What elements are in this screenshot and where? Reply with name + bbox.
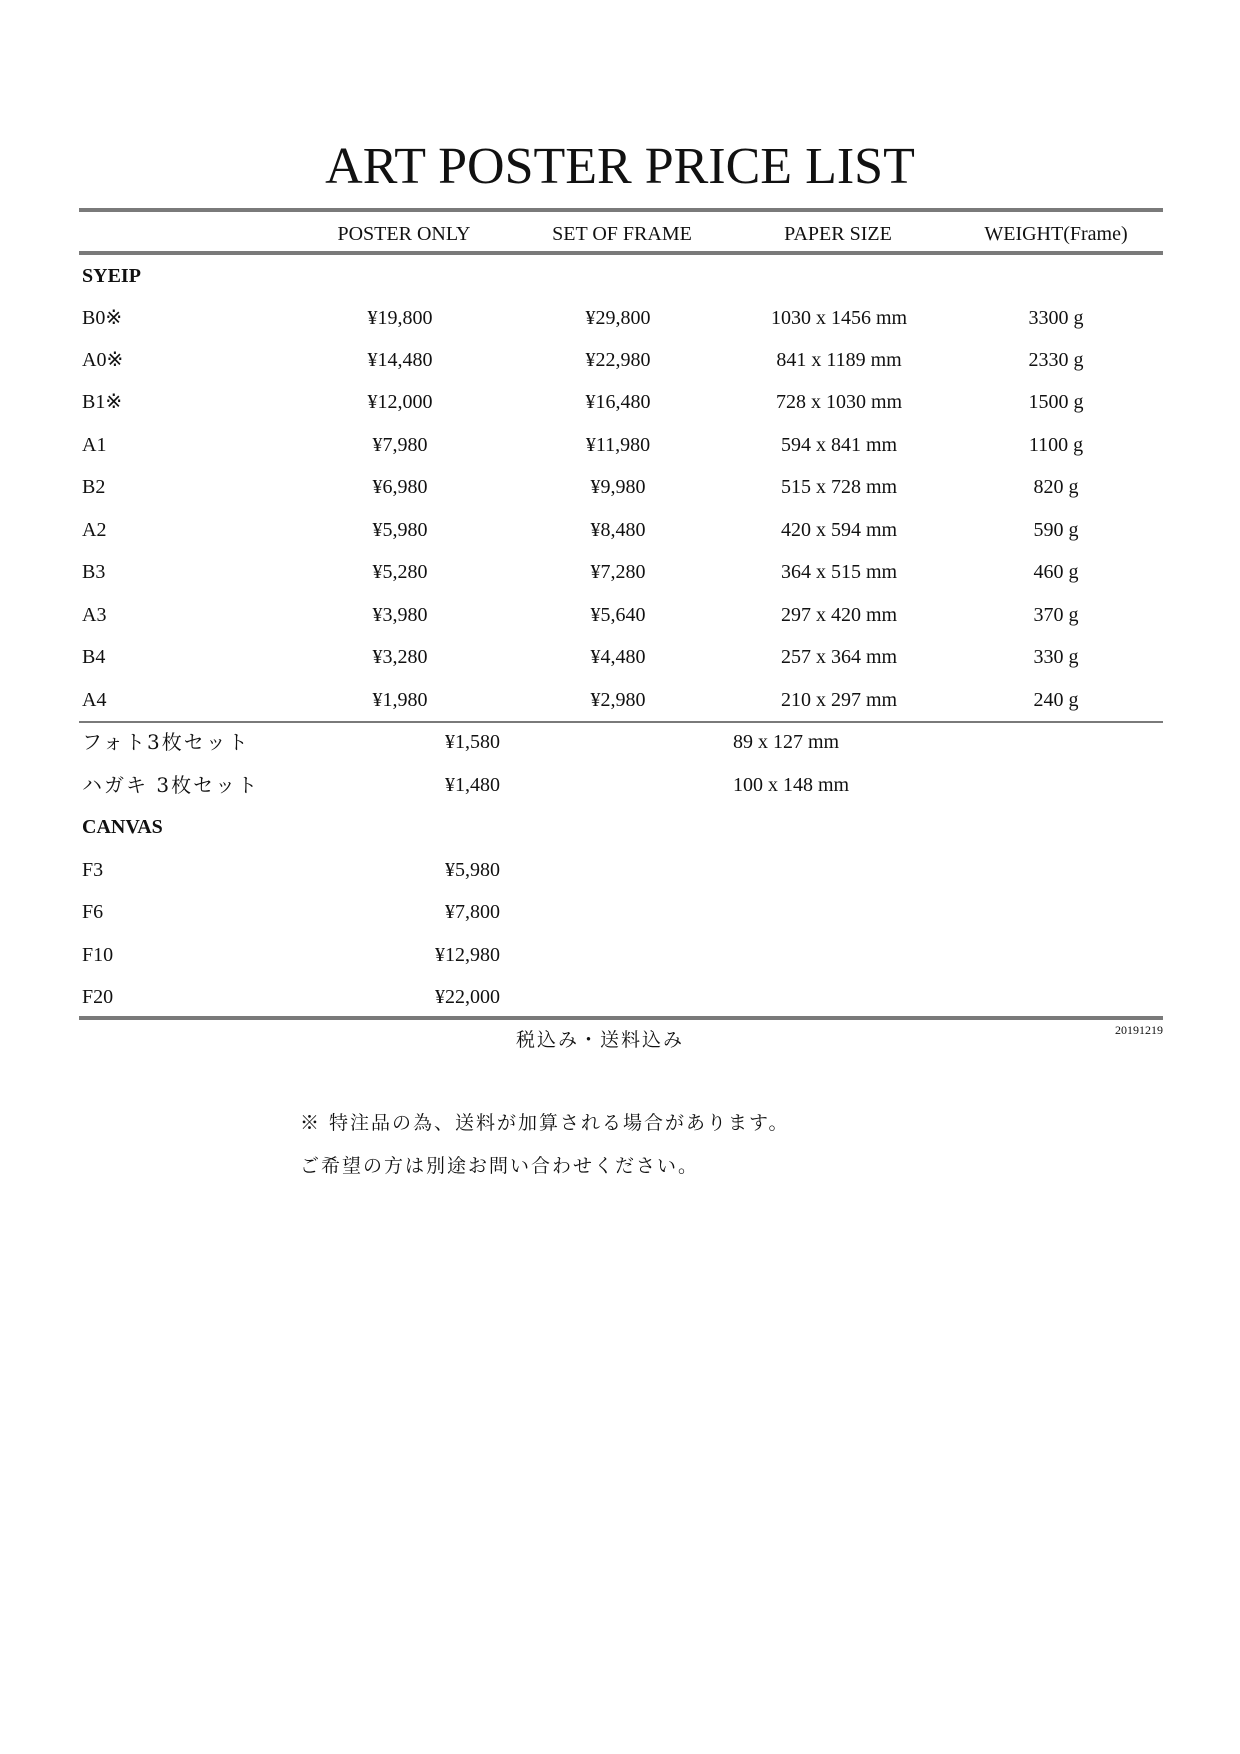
- header-weight: WEIGHT(Frame): [984, 223, 1128, 245]
- canvas-size-name: F6: [82, 901, 104, 923]
- syeip-bottom-rule: [79, 721, 1163, 723]
- table-row: [0, 472, 1240, 502]
- table-row: [0, 600, 1240, 630]
- row-poster-price: ¥3,980: [372, 604, 428, 626]
- row-frame-price: ¥4,480: [590, 646, 646, 668]
- row-frame-price: ¥16,480: [585, 391, 651, 413]
- canvas-price: ¥22,000: [435, 986, 500, 1008]
- row-weight: 330 g: [1033, 646, 1079, 668]
- table-row: [0, 685, 1240, 715]
- table-row: [0, 303, 1240, 333]
- row-poster-price: ¥6,980: [372, 476, 428, 498]
- row-size-name: A3: [82, 604, 107, 626]
- table-row: [0, 430, 1240, 460]
- row-frame-price: ¥8,480: [590, 519, 646, 541]
- row-weight: 1500 g: [1028, 391, 1084, 413]
- table-row: [0, 345, 1240, 375]
- row-size-name: B0※: [82, 307, 123, 329]
- set-price: ¥1,580: [445, 731, 500, 753]
- row-poster-price: ¥3,280: [372, 646, 428, 668]
- row-size-name: B4: [82, 646, 106, 668]
- row-paper-size: 515 x 728 mm: [780, 476, 898, 498]
- row-paper-size: 594 x 841 mm: [780, 434, 898, 456]
- header-bottom-rule: [79, 251, 1163, 255]
- row-poster-price: ¥5,280: [372, 561, 428, 583]
- row-weight: 820 g: [1033, 476, 1079, 498]
- header-paper-size: PAPER SIZE: [784, 223, 892, 245]
- row-poster-price: ¥5,980: [372, 519, 428, 541]
- row-paper-size: 841 x 1189 mm: [776, 349, 902, 371]
- set-paper-size: 100 x 148 mm: [733, 774, 850, 796]
- table-row: [0, 387, 1240, 417]
- row-paper-size: 297 x 420 mm: [780, 604, 898, 626]
- table-row: [0, 557, 1240, 587]
- row-size-name: B3: [82, 561, 106, 583]
- canvas-size-name: F20: [82, 986, 114, 1008]
- table-row: [0, 515, 1240, 545]
- page-title: ART POSTER PRICE LIST: [325, 138, 915, 195]
- table-bottom-rule: [79, 1016, 1163, 1020]
- row-size-name: A4: [82, 689, 107, 711]
- canvas-size-name: F3: [82, 859, 104, 881]
- canvas-price: ¥12,980: [435, 944, 500, 966]
- set-paper-size: 89 x 127 mm: [733, 731, 840, 753]
- section-syeip: SYEIP: [82, 265, 141, 287]
- row-weight: 3300 g: [1028, 307, 1084, 329]
- table-row: [0, 727, 1240, 757]
- canvas-price: ¥5,980: [445, 859, 500, 881]
- row-weight: 590 g: [1033, 519, 1079, 541]
- table-row: [0, 770, 1240, 800]
- row-frame-price: ¥22,980: [585, 349, 651, 371]
- row-frame-price: ¥11,980: [585, 434, 651, 456]
- table-row: [0, 940, 1240, 970]
- row-weight: 1100 g: [1028, 434, 1084, 456]
- row-paper-size: 420 x 594 mm: [780, 519, 898, 541]
- row-weight: 370 g: [1033, 604, 1079, 626]
- section-canvas: CANVAS: [82, 816, 163, 838]
- canvas-size-name: F10: [82, 944, 114, 966]
- set-name: ハガキ 3枚セット: [82, 773, 260, 797]
- table-row: [0, 642, 1240, 672]
- row-poster-price: ¥7,980: [372, 434, 428, 456]
- table-row: [0, 897, 1240, 927]
- canvas-price: ¥7,800: [445, 901, 500, 923]
- row-size-name: A2: [82, 519, 107, 541]
- table-row: [0, 982, 1240, 1012]
- row-poster-price: ¥12,000: [367, 391, 433, 413]
- set-price: ¥1,480: [445, 774, 500, 796]
- row-paper-size: 364 x 515 mm: [780, 561, 898, 583]
- row-poster-price: ¥1,980: [372, 689, 428, 711]
- row-frame-price: ¥7,280: [590, 561, 646, 583]
- row-size-name: B1※: [82, 391, 123, 413]
- header-top-rule: [79, 208, 1163, 212]
- note-line-2: ご希望の方は別途お問い合わせください。: [300, 1155, 700, 1177]
- row-poster-price: ¥19,800: [367, 307, 433, 329]
- row-frame-price: ¥29,800: [585, 307, 651, 329]
- note-line-1: ※ 特注品の為、送料が加算される場合があります。: [300, 1112, 790, 1134]
- row-weight: 460 g: [1033, 561, 1079, 583]
- row-paper-size: 257 x 364 mm: [780, 646, 898, 668]
- row-frame-price: ¥5,640: [590, 604, 646, 626]
- table-row: [0, 855, 1240, 885]
- row-weight: 240 g: [1033, 689, 1079, 711]
- set-name: フォト3枚セット: [82, 730, 250, 754]
- tax-note: 税込み・送料込み: [515, 1029, 684, 1051]
- row-paper-size: 210 x 297 mm: [780, 689, 898, 711]
- row-frame-price: ¥9,980: [590, 476, 646, 498]
- row-weight: 2330 g: [1028, 349, 1084, 371]
- row-size-name: A1: [82, 434, 107, 456]
- row-paper-size: 728 x 1030 mm: [775, 391, 903, 413]
- row-frame-price: ¥2,980: [590, 689, 646, 711]
- row-paper-size: 1030 x 1456 mm: [770, 307, 908, 329]
- header-poster-only: POSTER ONLY: [337, 223, 471, 245]
- row-poster-price: ¥14,480: [367, 349, 433, 371]
- row-size-name: B2: [82, 476, 106, 498]
- row-size-name: A0※: [82, 349, 124, 371]
- date-code: 20191219: [1115, 1023, 1163, 1037]
- header-set-of-frame: SET OF FRAME: [552, 223, 692, 245]
